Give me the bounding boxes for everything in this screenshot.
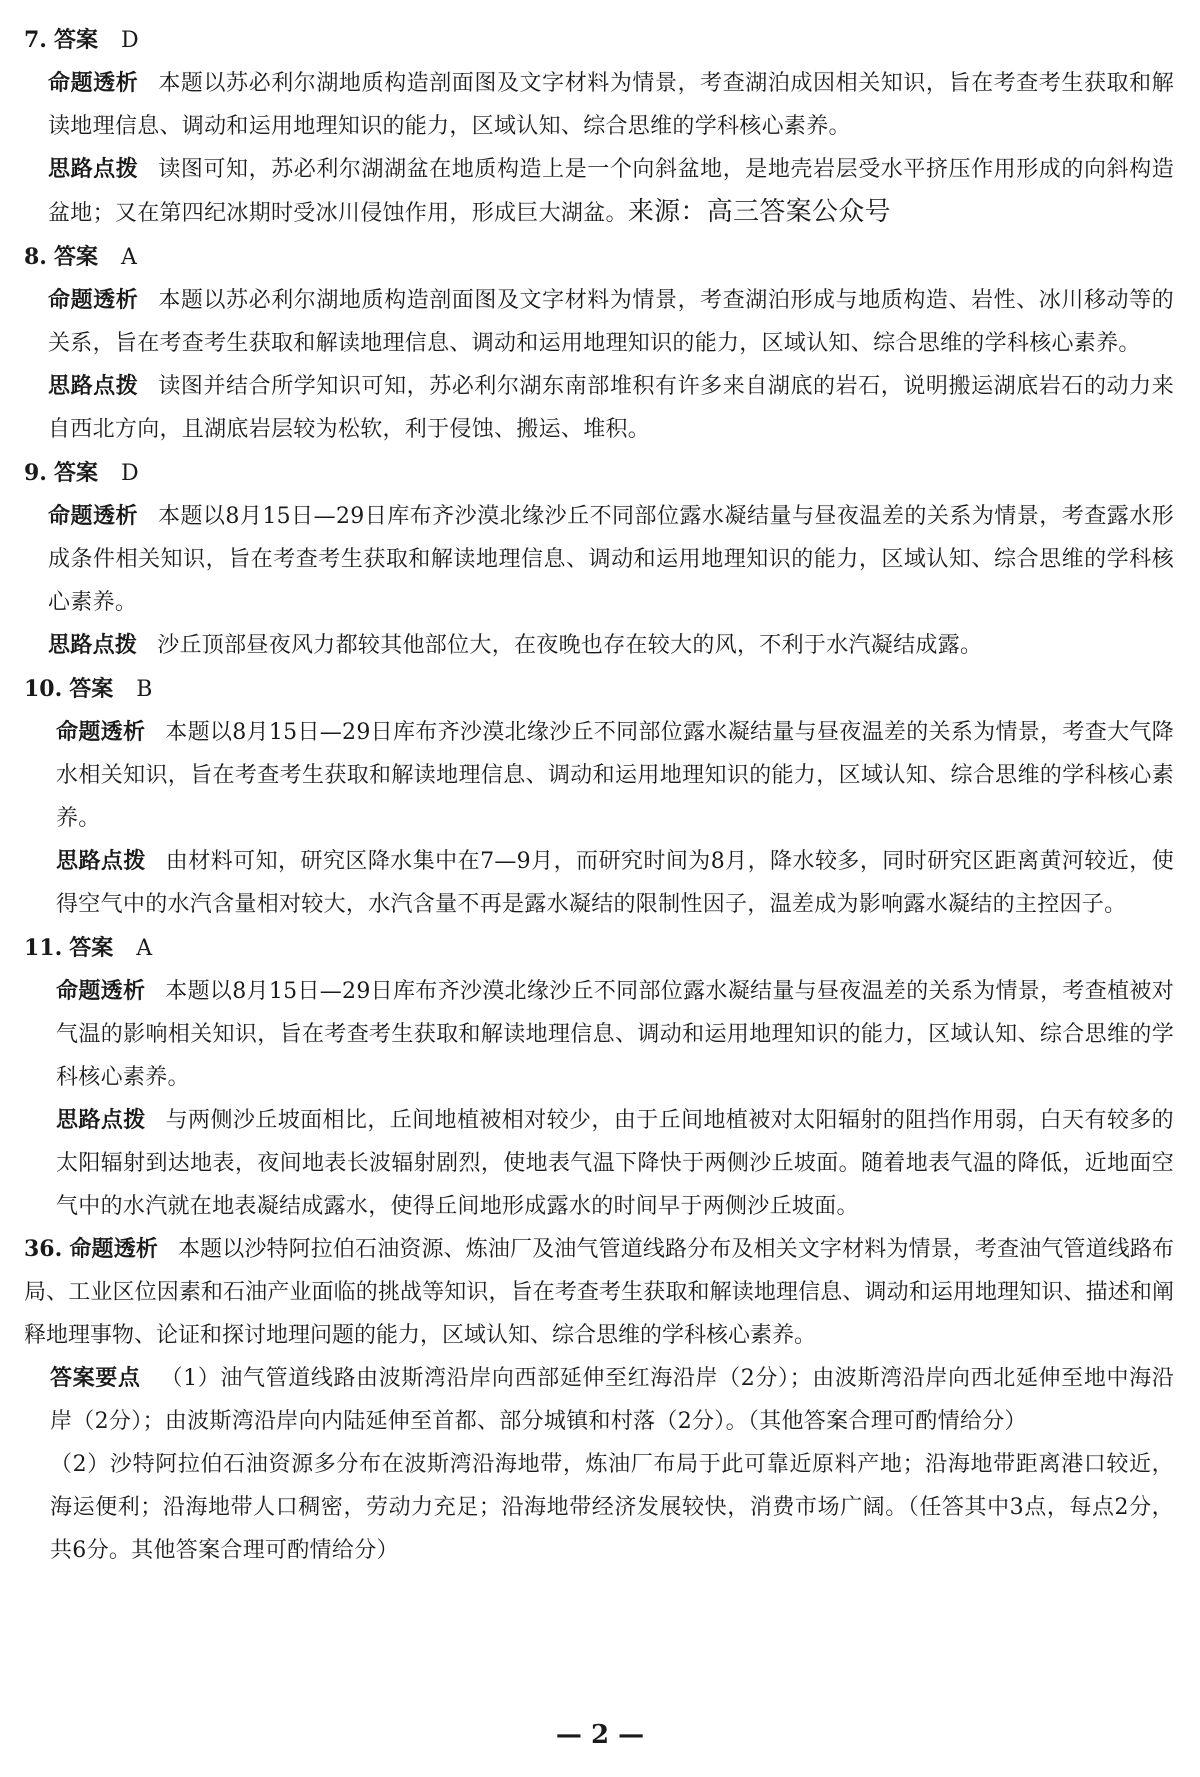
analysis-text: 本题以沙特阿拉伯石油资源、炼油厂及油气管道线路分布及相关文字材料为情景，考查油气管道线路布局、工业区位因素和石油产业面临的挑战等知识，旨在考查考生获取和解读地理信息、调动和运用地理知识、描述和阐释地理事物、论证和探讨地理问题的能力，区域认知、综合思维的学科核心素养。 — [24, 1237, 1174, 1348]
hint-tag: 思路点拨 — [48, 157, 139, 182]
question-9-analysis — [24, 495, 1174, 624]
question-11-header — [24, 926, 1174, 970]
question-10-analysis — [24, 711, 1174, 840]
hint-tag: 思路点拨 — [48, 374, 139, 399]
answer-value: A — [136, 936, 153, 961]
hint-text: 由材料可知，研究区降水集中在7—9月，而研究时间为8月，降水较多，同时研究区距离黄河较近，使得空气中的水汽含量相对较大，水汽含量不再是露水凝结的限制性因子，温差成为影响露水凝结的主控因子。 — [56, 849, 1174, 917]
question-7-header — [24, 18, 1174, 62]
hint-text: 读图并结合所学知识可知，苏必利尔湖东南部堆积有许多来自湖底的岩石，说明搬运湖底岩石的动力来自西北方向，且湖底岩层较为松软，利于侵蚀、搬运、堆积。 — [48, 374, 1174, 442]
page-number: — 2 — — [555, 1720, 645, 1750]
answer-points-text-1: （1）油气管道线路由波斯湾沿岸向西部延伸至红海沿岸（2分）；由波斯湾沿岸向西北延伸至地中海沿岸（2分）；由波斯湾沿岸向内陆延伸至首都、部分城镇和村落（2分）。（其他答案合理可酌情给分） — [50, 1366, 1174, 1434]
answer-label: 答案 — [69, 677, 114, 702]
question-11-analysis — [24, 970, 1174, 1099]
question-9-hint — [24, 624, 1174, 667]
answer-points-text-2: （2）沙特阿拉伯石油资源多分布在波斯湾沿海地带，炼油厂布局于此可靠近原料产地；沿海地带距离港口较近，海运便利；沿海地带人口稠密，劳动力充足；沿海地带经济发展较快，消费市场广阔。（任答其中3点，每点2分，共6分。其他答案合理可酌情给分） — [50, 1452, 1174, 1563]
answer-page — [24, 18, 1174, 1572]
analysis-tag: 命题透析 — [48, 71, 139, 96]
question-number: 9. — [24, 460, 47, 486]
question-8-header — [24, 235, 1174, 279]
question-number: 36. — [24, 1236, 63, 1262]
hint-tag: 思路点拨 — [56, 849, 146, 874]
analysis-tag: 命题透析 — [48, 504, 138, 529]
answer-value: B — [136, 677, 153, 702]
answer-value: D — [120, 28, 139, 53]
hint-text: 沙丘顶部昼夜风力都较其他部位大，在夜晚也存在较大的风，不利于水汽凝结成露。 — [157, 633, 983, 658]
hint-text: 与两侧沙丘坡面相比，丘间地植被相对较少，由于丘间地植被对太阳辐射的阻挡作用弱，白天有较多的太阳辐射到达地表，夜间地表长波辐射剧烈，使地表气温下降快于两侧沙丘坡面。随着地表气温的降低，近地面空气中的水汽就在地表凝结成露水，使得丘间地形成露水的时间早于两侧沙丘坡面。 — [56, 1108, 1174, 1219]
question-7-analysis — [24, 62, 1174, 148]
question-number: 7. — [24, 27, 47, 53]
analysis-tag: 命题透析 — [56, 979, 146, 1004]
question-number: 10. — [24, 676, 63, 702]
hint-tag: 思路点拨 — [48, 633, 138, 658]
analysis-text: 本题以8月15日—29日库布齐沙漠北缘沙丘不同部位露水凝结量与昼夜温差的关系为情景，考查植被对气温的影响相关知识，旨在考查考生获取和解读地理信息、调动和运用地理知识的能力，区域认知、综合思维的学科核心素养。 — [56, 979, 1174, 1090]
question-number: 8. — [24, 244, 47, 270]
question-10-hint — [24, 840, 1174, 926]
answer-label: 答案 — [69, 936, 114, 961]
analysis-text: 本题以苏必利尔湖地质构造剖面图及文字材料为情景，考查湖泊成因相关知识，旨在考查考生获取和解读地理信息、调动和运用地理知识的能力，区域认知、综合思维的学科核心素养。 — [48, 71, 1174, 139]
answer-points-tag: 答案要点 — [50, 1366, 141, 1391]
analysis-text: 本题以8月15日—29日库布齐沙漠北缘沙丘不同部位露水凝结量与昼夜温差的关系为情景，考查露水形成条件相关知识，旨在考查考生获取和解读地理信息、调动和运用地理知识的能力，区域认知、综合思维的学科核心素养。 — [48, 504, 1175, 615]
question-number: 11. — [24, 935, 63, 961]
analysis-tag: 命题透析 — [56, 720, 146, 745]
question-8-hint — [24, 365, 1174, 451]
question-10-header — [24, 667, 1174, 711]
question-11-hint — [24, 1099, 1174, 1228]
question-36-answer-points-2 — [24, 1443, 1174, 1572]
question-36-answer-points — [24, 1357, 1174, 1443]
analysis-tag: 命题透析 — [48, 288, 139, 313]
hint-text: 读图可知，苏必利尔湖湖盆在地质构造上是一个向斜盆地，是地壳岩层受水平挤压作用形成的向斜构造盆地；又在第四纪冰期时受冰川侵蚀作用，形成巨大湖盆。 — [48, 157, 1174, 226]
analysis-text: 本题以8月15日—29日库布齐沙漠北缘沙丘不同部位露水凝结量与昼夜温差的关系为情景，考查大气降水相关知识，旨在考查考生获取和解读地理信息、调动和运用地理知识的能力，区域认知、综合思维的学科核心素养。 — [56, 720, 1174, 831]
answer-label: 答案 — [53, 245, 98, 270]
answer-value: D — [120, 461, 139, 486]
hint-tag: 思路点拨 — [56, 1108, 146, 1133]
question-8-analysis — [24, 279, 1174, 365]
analysis-tag: 命题透析 — [69, 1237, 158, 1262]
question-9-header — [24, 451, 1174, 495]
analysis-text: 本题以苏必利尔湖地质构造剖面图及文字材料为情景，考查湖泊形成与地质构造、岩性、冰川移动等的关系，旨在考查考生获取和解读地理信息、调动和运用地理知识的能力，区域认知、综合思维的学科核心素养。 — [48, 288, 1174, 356]
answer-label: 答案 — [53, 28, 98, 53]
question-36-analysis — [24, 1228, 1174, 1357]
source-note: 来源：高三答案公众号 — [627, 197, 891, 227]
question-7-hint — [24, 148, 1174, 235]
answer-label: 答案 — [53, 461, 98, 486]
answer-value: A — [120, 245, 137, 270]
